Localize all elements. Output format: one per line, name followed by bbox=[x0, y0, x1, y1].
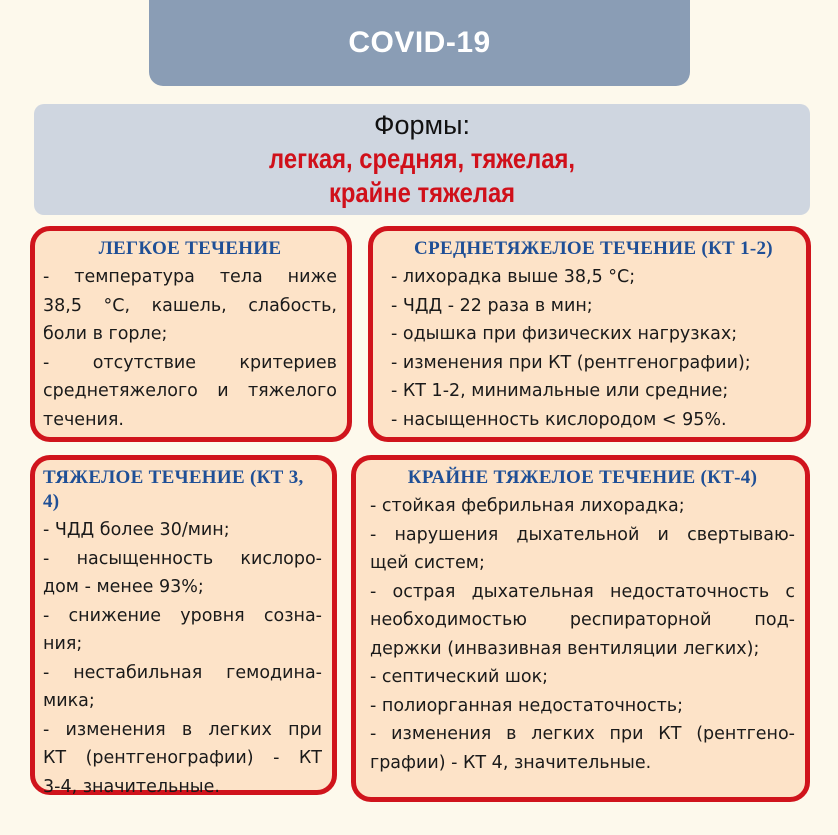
card-body bbox=[43, 263, 337, 434]
card-mild-course bbox=[30, 226, 352, 442]
card-line: ния; bbox=[43, 634, 83, 654]
card-line: течения. bbox=[43, 409, 124, 430]
card-body bbox=[43, 516, 322, 801]
card-line: - температура тела ниже bbox=[43, 267, 337, 287]
card-line: держки (инвазивная вентиляции легких); bbox=[370, 638, 760, 659]
card-line: мика; bbox=[43, 691, 95, 711]
forms-list-line-2: крайне тяжелая bbox=[328, 177, 516, 208]
card-line: - изменения в легких при КТ (рентгено- bbox=[370, 724, 795, 744]
card-line: 38,5 °С, кашель, слабость, bbox=[43, 295, 337, 316]
card-line: КТ (рентгенографии) - КТ bbox=[43, 748, 322, 768]
card-line: - изменения при КТ (рентгенографии); bbox=[391, 352, 751, 373]
card-line: - КТ 1-2, минимальные или средние; bbox=[391, 381, 729, 401]
card-body bbox=[370, 492, 795, 777]
card-line: среднетяжелого и тяжелого bbox=[43, 381, 337, 401]
card-line: - насыщенность кислоро- bbox=[43, 548, 322, 569]
card-line: - нарушения дыхательной и свертываю- bbox=[370, 524, 795, 545]
card-line: дом - менее 93%; bbox=[43, 577, 204, 597]
card-line: - острая дыхательная недостаточность с bbox=[370, 581, 795, 602]
card-line: 3-4, значительные. bbox=[43, 776, 220, 797]
card-line: - изменения в легких при bbox=[43, 719, 322, 740]
page-title: COVID-19 bbox=[348, 26, 491, 59]
card-line: - лихорадка выше 38,5 °С; bbox=[391, 267, 636, 287]
card-title: ТЯЖЕЛОЕ ТЕЧЕНИЕ (КТ 3, 4) bbox=[43, 467, 304, 512]
forms-panel bbox=[34, 104, 810, 215]
card-line: - септический шок; bbox=[370, 667, 549, 687]
card-line: щей систем; bbox=[370, 553, 485, 573]
forms-label: Формы: bbox=[373, 110, 471, 140]
card-line: - ЧДД более 30/мин; bbox=[43, 520, 230, 540]
card-line: - одышка при физических нагрузках; bbox=[391, 324, 738, 344]
card-line: - насыщенность кислородом < 95%. bbox=[391, 409, 727, 430]
card-line: - стойкая фебрильная лихорадка; bbox=[370, 496, 685, 516]
card-severe-course bbox=[30, 455, 337, 795]
card-title: ЛЕГКОЕ ТЕЧЕНИЕ bbox=[98, 238, 282, 259]
card-line: - ЧДД - 22 раза в мин; bbox=[391, 295, 593, 316]
card-line: боли в горле; bbox=[43, 324, 168, 344]
header-banner bbox=[149, 0, 690, 86]
card-line: - отсутствие критериев bbox=[43, 352, 337, 373]
card-critical-course bbox=[351, 455, 810, 802]
card-line: - снижение уровня созна- bbox=[43, 605, 322, 626]
card-title: КРАЙНЕ ТЯЖЕЛОЕ ТЕЧЕНИЕ (КТ-4) bbox=[407, 467, 758, 488]
card-moderate-course bbox=[368, 226, 811, 442]
card-line: - полиорганная недостаточность; bbox=[370, 695, 683, 716]
card-line: необходимостью респираторной под- bbox=[370, 610, 795, 630]
forms-list-line-1: легкая, средняя, тяжелая, bbox=[269, 143, 575, 174]
card-line: графии) - КТ 4, значительные. bbox=[370, 752, 652, 773]
card-body bbox=[391, 263, 796, 434]
card-line: - нестабильная гемодина- bbox=[43, 662, 322, 683]
card-title: СРЕДНЕТЯЖЕЛОЕ ТЕЧЕНИЕ (КТ 1-2) bbox=[414, 238, 773, 259]
